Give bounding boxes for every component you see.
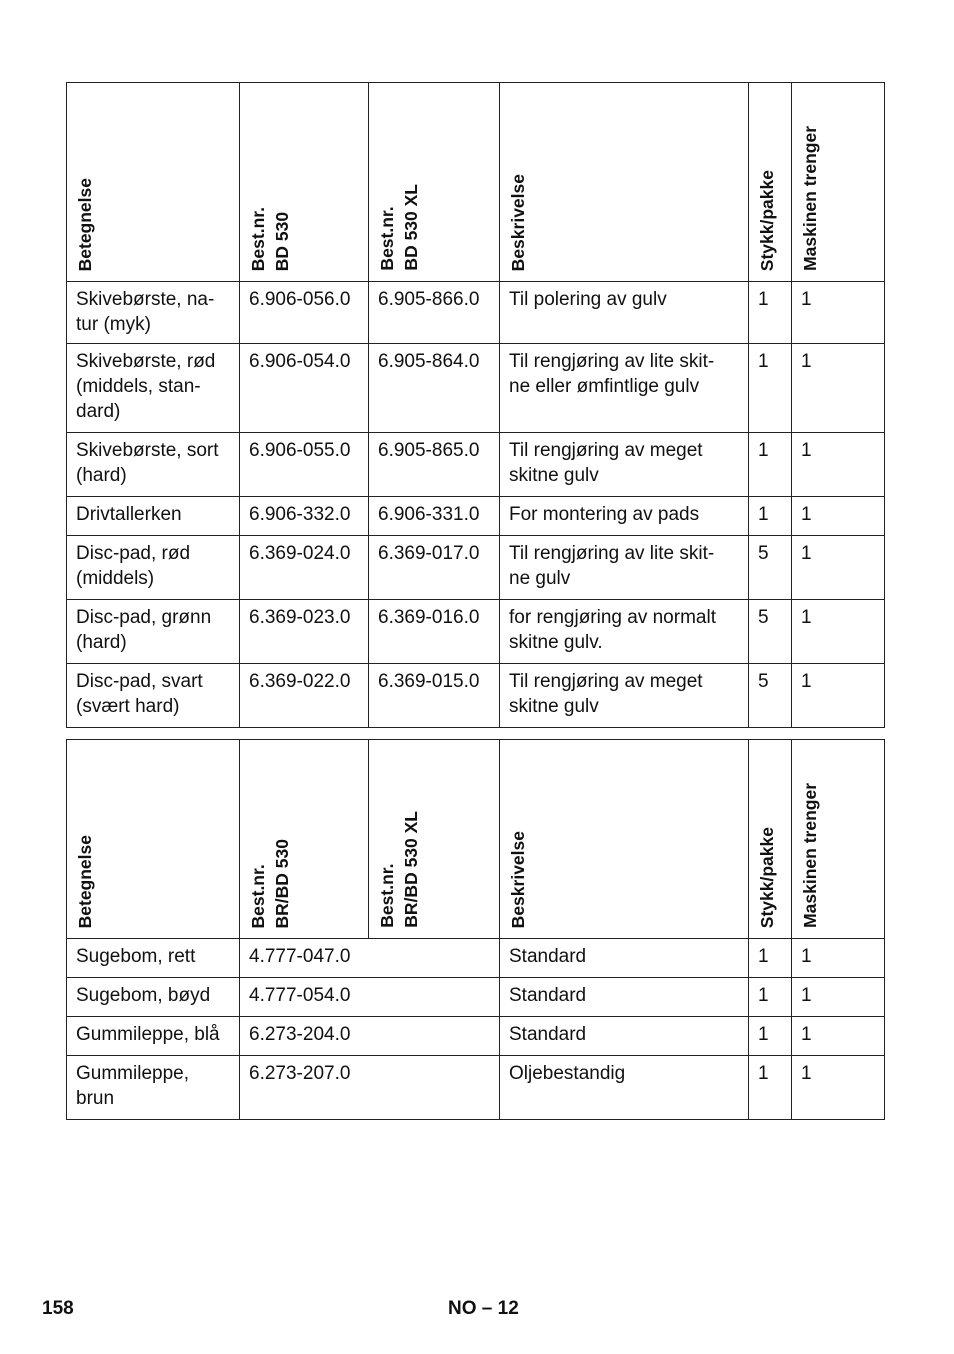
table-cell: Til rengjøring av lite skit- ne gulv [500, 536, 749, 600]
table-cell: 1 [749, 497, 792, 536]
page-number: 158 [42, 1298, 74, 1319]
table-row [67, 664, 885, 728]
table-cell: Disc-pad, rød (middels) [67, 536, 240, 600]
table-cell: 1 [749, 433, 792, 497]
table-cell: Gummileppe, blå [67, 1017, 240, 1056]
table-cell: 1 [792, 497, 885, 536]
table-cell: 6.369-017.0 [369, 536, 500, 600]
column-header [67, 740, 240, 939]
table-cell: 1 [792, 664, 885, 728]
column-header [240, 83, 369, 282]
table-row [67, 344, 885, 433]
table-cell: for rengjøring av normalt skitne gulv. [500, 600, 749, 664]
table-cell: 6.905-864.0 [369, 344, 500, 433]
table-cell: 1 [792, 536, 885, 600]
table-cell: Sugebom, bøyd [67, 978, 240, 1017]
section-label: NO – 12 [448, 1298, 519, 1319]
table-cell: 6.273-204.0 [240, 1017, 500, 1056]
column-header-line: Beskrivelse [508, 173, 528, 271]
column-header [500, 83, 749, 282]
table-cell: 6.369-023.0 [240, 600, 369, 664]
table-cell: 6.369-022.0 [240, 664, 369, 728]
table-cell: 1 [792, 1017, 885, 1056]
column-header-line: BD 530 [272, 211, 292, 271]
table-row [67, 600, 885, 664]
column-header [369, 83, 500, 282]
table-cell: 5 [749, 664, 792, 728]
table-cell: 1 [792, 600, 885, 664]
table-cell: Disc-pad, grønn (hard) [67, 600, 240, 664]
table-cell: 6.905-865.0 [369, 433, 500, 497]
column-header-line: Stykk/pakke [757, 169, 777, 271]
column-header [792, 83, 885, 282]
column-header-line: Best.nr. [248, 863, 268, 928]
table-cell: Drivtallerken [67, 497, 240, 536]
table-cell: 1 [792, 978, 885, 1017]
table-row [67, 1017, 885, 1056]
table-cell: Standard [500, 978, 749, 1017]
table-header-row [67, 83, 885, 282]
table-row [67, 282, 885, 344]
column-header [792, 740, 885, 939]
table-row [67, 497, 885, 536]
table-cell: 6.273-207.0 [240, 1056, 500, 1120]
column-header [749, 740, 792, 939]
accessories-table-1 [66, 82, 885, 728]
table-cell: Til polering av gulv [500, 282, 749, 344]
table-cell: 1 [792, 939, 885, 978]
column-header-line: Beskrivelse [508, 830, 528, 928]
column-header-line: BR/BD 530 XL [401, 811, 421, 928]
table-row [67, 536, 885, 600]
column-header-line: BR/BD 530 [272, 838, 292, 928]
column-header-line: BD 530 XL [401, 184, 421, 271]
table-cell: 6.906-332.0 [240, 497, 369, 536]
table-cell: Oljebestandig [500, 1056, 749, 1120]
table-cell: 1 [792, 282, 885, 344]
table-cell: 4.777-054.0 [240, 978, 500, 1017]
column-header [240, 740, 369, 939]
table-cell: 6.906-056.0 [240, 282, 369, 344]
table-cell: 1 [749, 1056, 792, 1120]
table-cell: 1 [792, 433, 885, 497]
table-row [67, 1056, 885, 1120]
column-header-line: Best.nr. [377, 863, 397, 928]
table-cell: Standard [500, 939, 749, 978]
column-header-line: Best.nr. [377, 206, 397, 271]
table-cell: 6.906-055.0 [240, 433, 369, 497]
table-cell: Skivebørste, sort (hard) [67, 433, 240, 497]
table-cell: Standard [500, 1017, 749, 1056]
table-row [67, 939, 885, 978]
column-header [500, 740, 749, 939]
column-header-line: Betegnelse [75, 834, 95, 928]
table-cell: 1 [749, 939, 792, 978]
table-cell: 1 [749, 282, 792, 344]
table-cell: Sugebom, rett [67, 939, 240, 978]
table-cell: 5 [749, 536, 792, 600]
table-cell: Til rengjøring av meget skitne gulv [500, 433, 749, 497]
table-cell: 1 [792, 1056, 885, 1120]
accessories-table-2 [66, 739, 885, 1120]
table-cell: 4.777-047.0 [240, 939, 500, 978]
column-header-line: Best.nr. [248, 206, 268, 271]
table-cell: 5 [749, 600, 792, 664]
table-cell: Til rengjøring av lite skit- ne eller ømfintlige gulv [500, 344, 749, 433]
column-header [749, 83, 792, 282]
table-cell: 6.905-866.0 [369, 282, 500, 344]
table-cell: 6.369-015.0 [369, 664, 500, 728]
table-cell: 1 [792, 344, 885, 433]
table-cell: 6.906-054.0 [240, 344, 369, 433]
table-cell: Til rengjøring av meget skitne gulv [500, 664, 749, 728]
column-header [369, 740, 500, 939]
table-cell: 6.906-331.0 [369, 497, 500, 536]
column-header [67, 83, 240, 282]
table-cell: 6.369-024.0 [240, 536, 369, 600]
table-cell: 6.369-016.0 [369, 600, 500, 664]
table-header-row [67, 740, 885, 939]
table-cell: 1 [749, 344, 792, 433]
table-cell: 1 [749, 1017, 792, 1056]
column-header-line: Maskinen trenger [800, 126, 820, 271]
table-cell: Skivebørste, na- tur (myk) [67, 282, 240, 344]
table-cell: Skivebørste, rød (middels, stan- dard) [67, 344, 240, 433]
table-row [67, 978, 885, 1017]
table-cell: Disc-pad, svart (svært hard) [67, 664, 240, 728]
table-cell: For montering av pads [500, 497, 749, 536]
column-header-line: Stykk/pakke [757, 826, 777, 928]
column-header-line: Betegnelse [75, 177, 95, 271]
table-cell: Gummileppe, brun [67, 1056, 240, 1120]
table-row [67, 433, 885, 497]
column-header-line: Maskinen trenger [800, 783, 820, 928]
table-cell: 1 [749, 978, 792, 1017]
